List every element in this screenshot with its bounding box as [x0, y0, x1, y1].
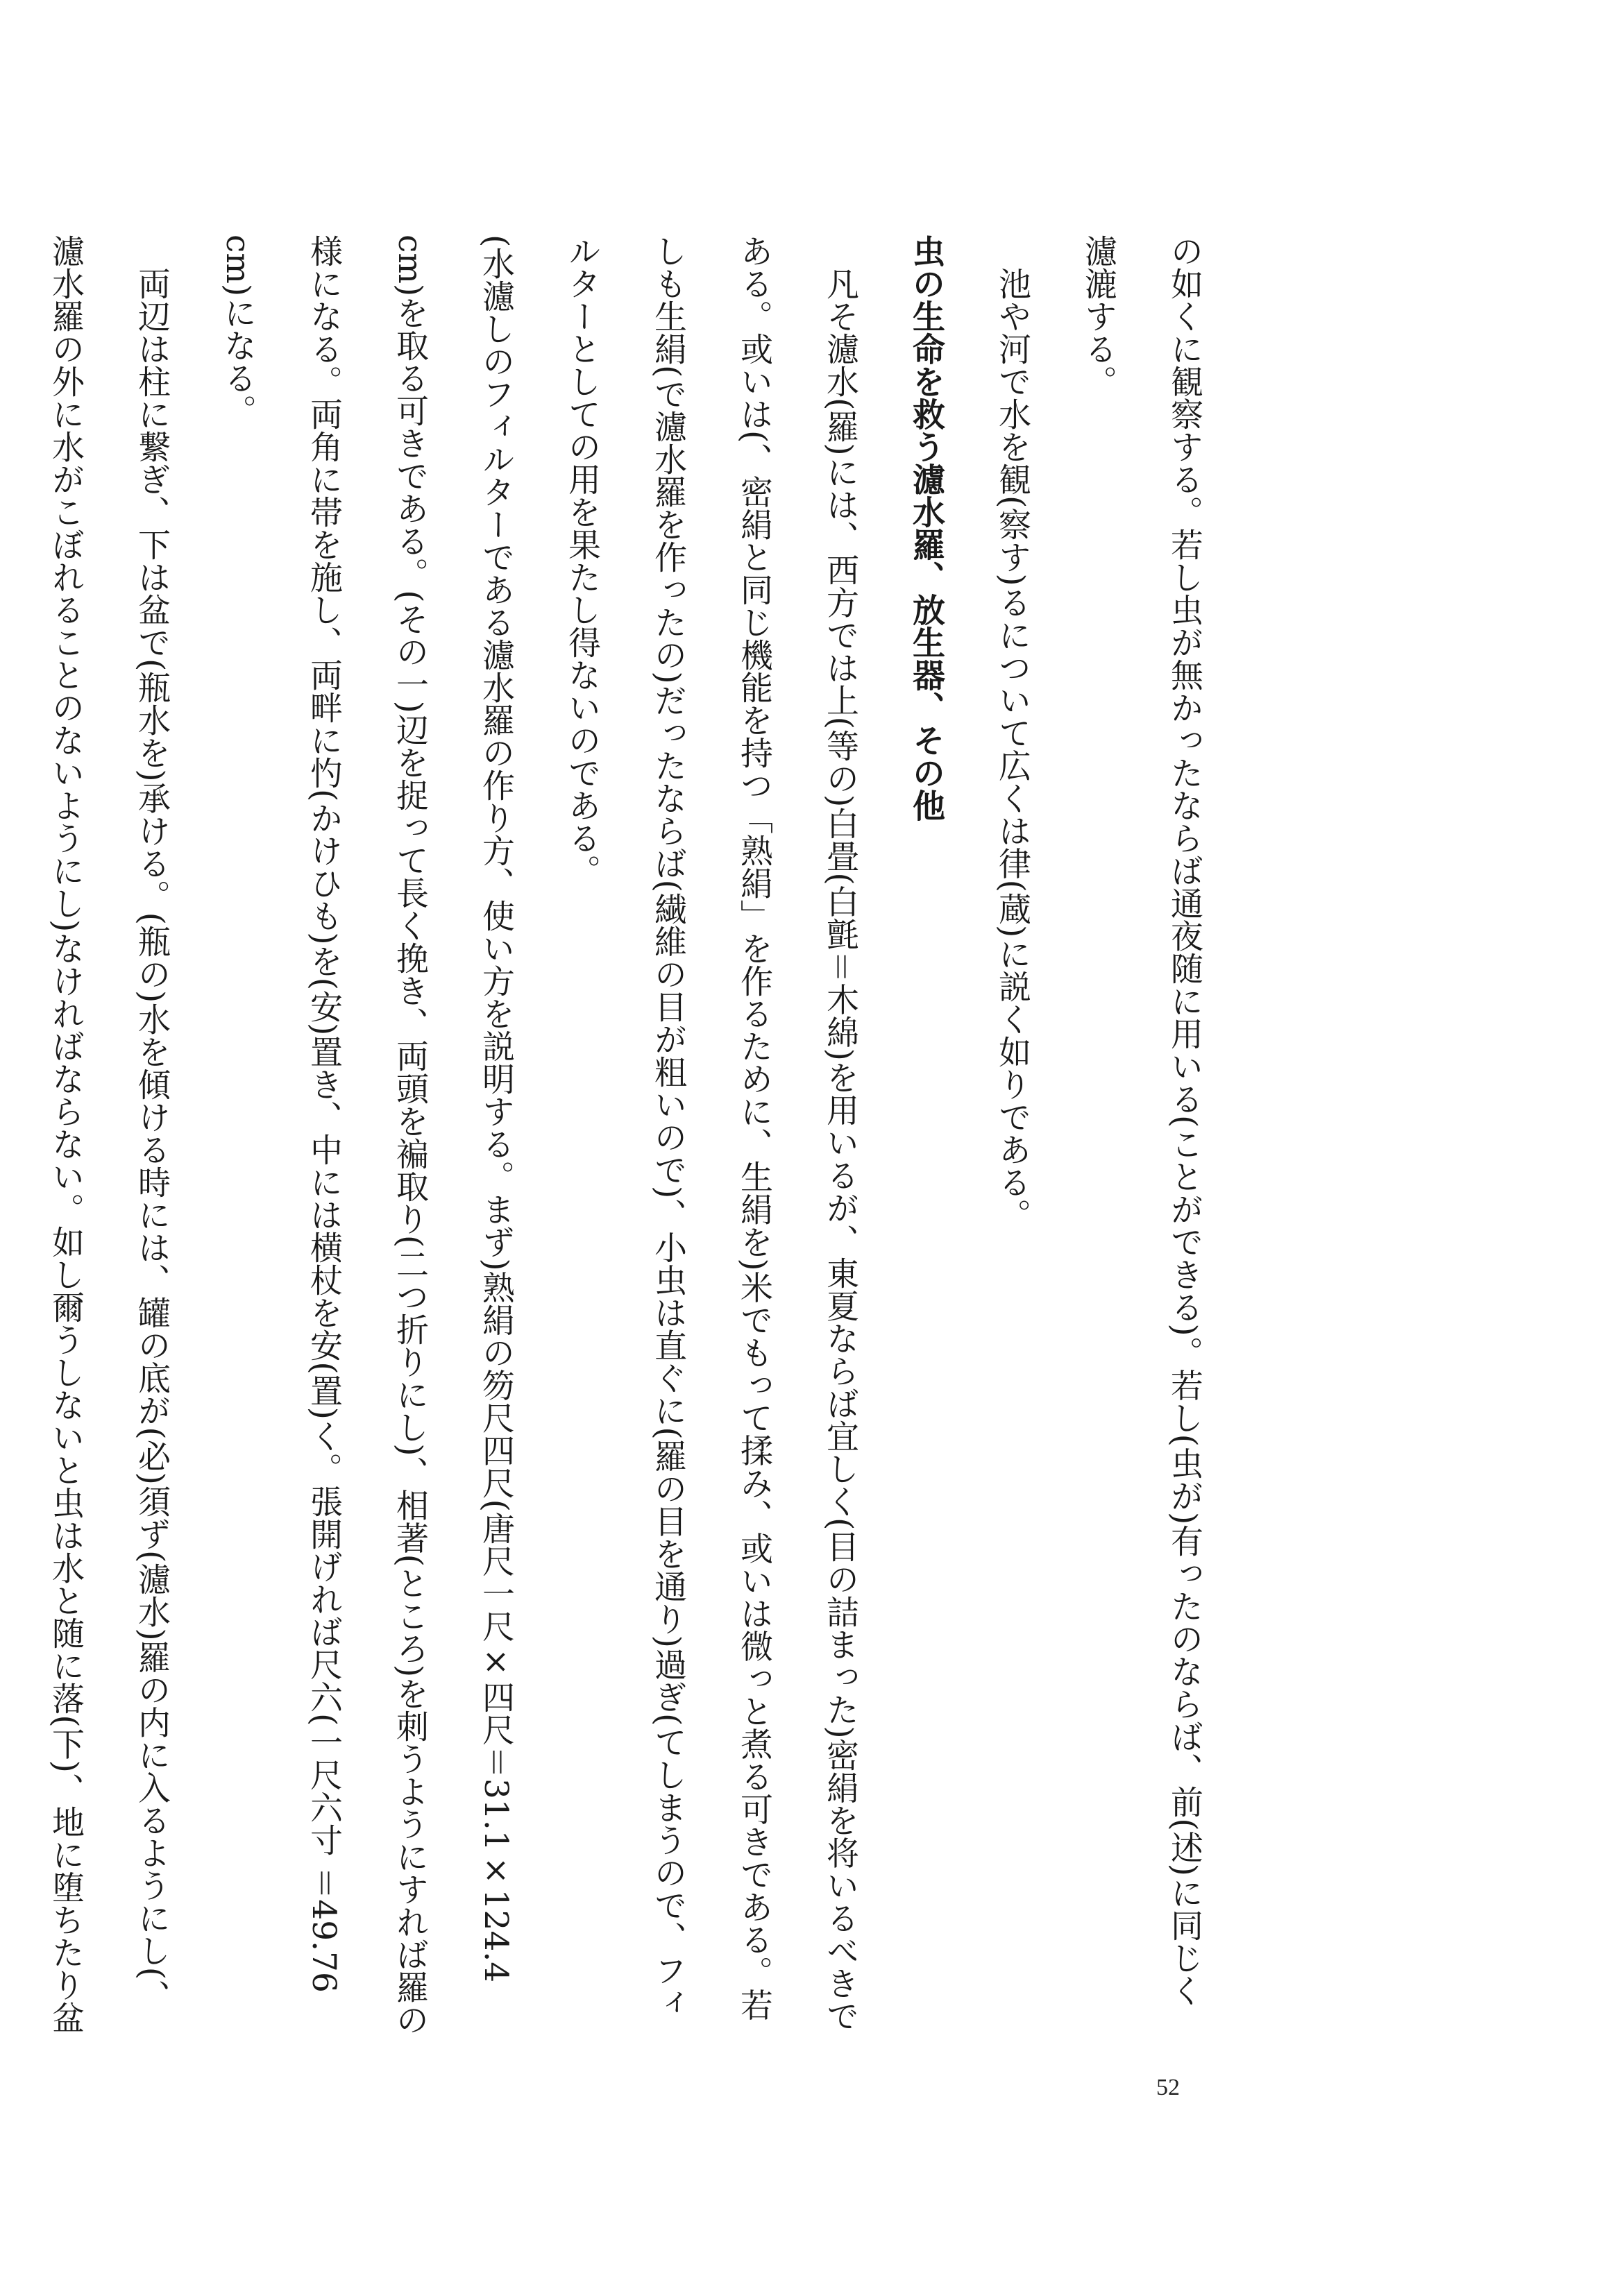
paragraph-continuation: の如くに観察する。若し虫が無かったならば通夜随に用いる(ことができる)。若し(虫が)有ったのならば、前(述)に同じく濾漉する。 [1079, 235, 1203, 2007]
paragraph-filter-usage: 両辺は柱に繋ぎ、下は盆で(瓶水を)承ける。(瓶の)水を傾ける時には、罐の底が(必)須ず(濾水)羅の内に入るようにし(、濾水羅の外に水がこぼれることのないようにし)なければならない。如し爾うしないと虫は水と随に落(下)、地に堕ちたり盆 [46, 235, 171, 2034]
vertical-text-body [0, 235, 1624, 2039]
paragraph-filter-material: 凡そ濾水(羅)には、西方では上(等の)白畳(白氈＝木綿)を用いるが、東夏ならば宜しく(目の詰まった)密絹を将いるべきである。或いは(、密絹と同じ機能を持つ「熟絹」を作るために、生絹を)米でもって揉み、或いは微っと煮る可きである。若しも生絹(で濾水羅を作ったの)だったならば(繊維の目が粗いので)、小虫は直ぐに(羅の目を通り)過ぎ(てしまうので、フィルターとしての用を果たし得ないのである。 [563, 235, 859, 2032]
section-heading: 虫の生命を救う濾水羅、放生器、その他 [907, 235, 945, 822]
paragraph-filter-construction: (水濾しのフィルターである濾水羅の作り方、使い方を説明する。まず)熟絹の笏尺四尺(唐尺一尺×四尺＝31.1×124.4 cm)を取る可きである。(その一)辺を捉って長く挽き、両頭を褊取り(二つ折りにし)、相著(ところ)を刺うようにすれば羅の様になる。両角に帯を施し、両畔に㣿(かけひも)を(安)置き、中には横杖を安(置)く。張開げれば尺六(一尺六寸 ＝49.76 cm)になる。 [219, 235, 515, 2036]
paragraph-vinaya-reference: 池や河で水を観(察す)るについて広くは律(蔵)に説く如りである。 [993, 267, 1031, 1232]
page-number: 52 [1156, 2075, 1180, 2100]
